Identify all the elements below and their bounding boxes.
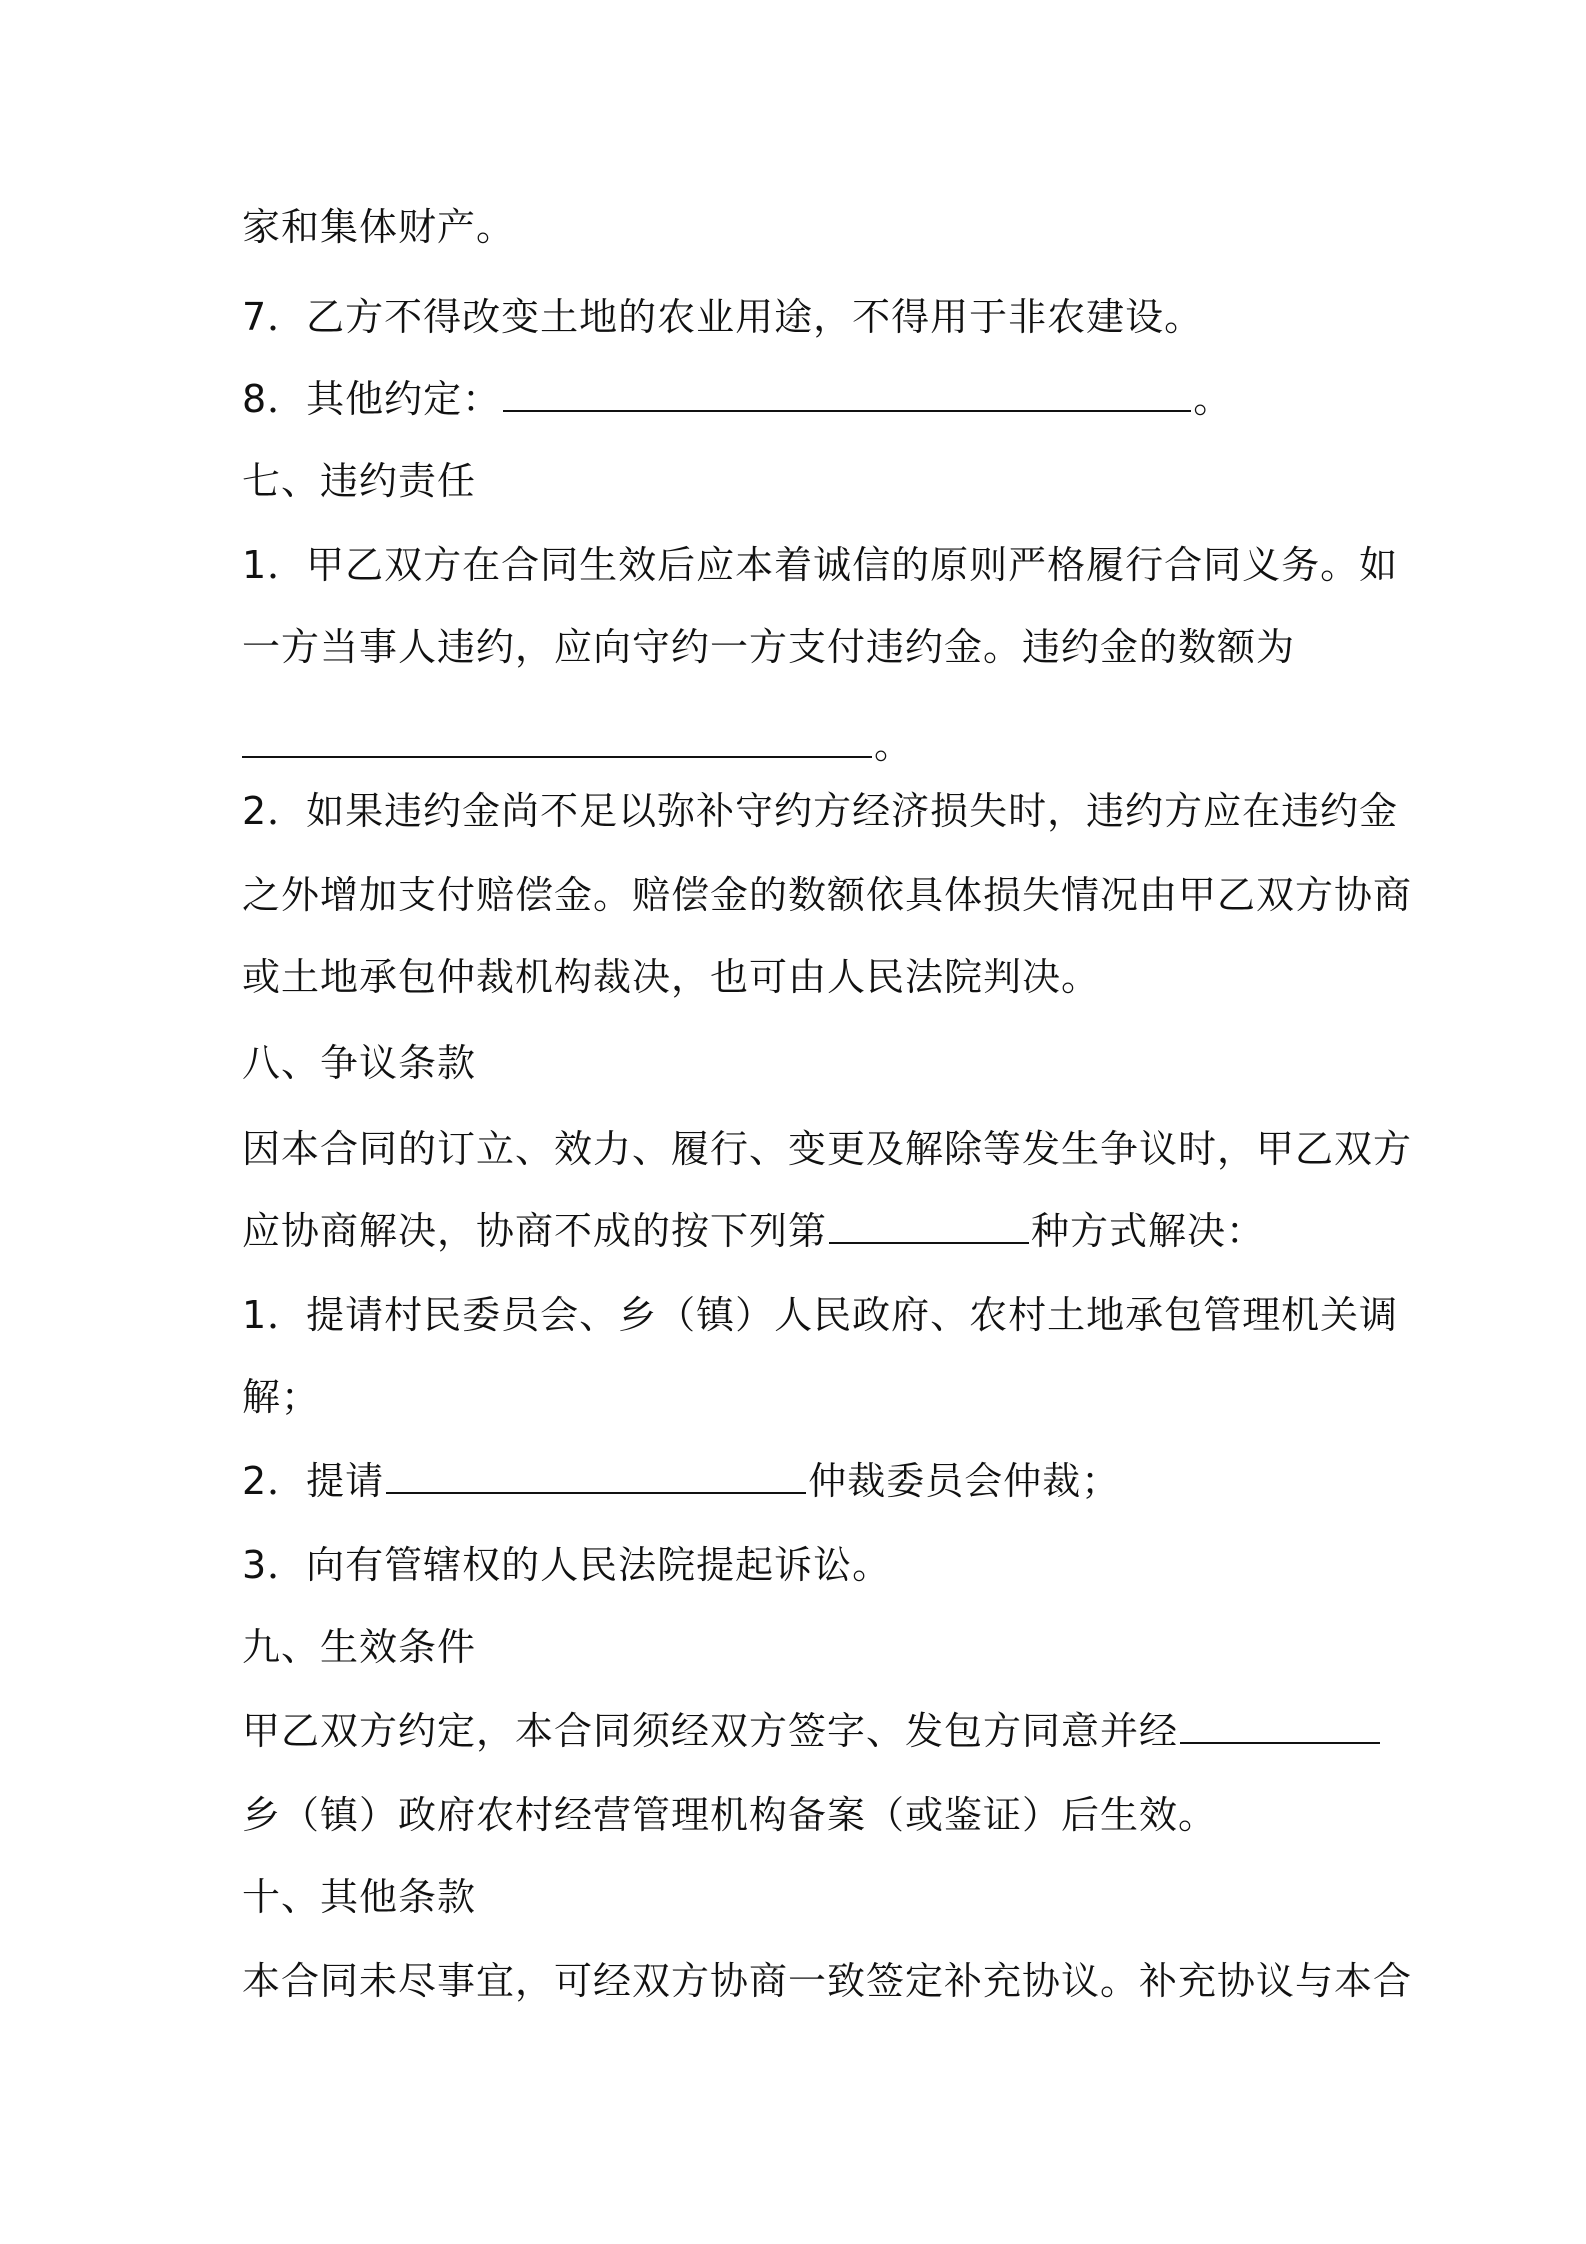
text-line-with-blank xyxy=(242,720,1362,770)
text-line xyxy=(242,622,1362,672)
heading-text: 九、生效条件 xyxy=(242,1625,477,1669)
fill-in-blank xyxy=(503,376,1191,412)
fill-in-blank xyxy=(386,1458,806,1494)
text-line xyxy=(242,540,1399,590)
line-text: 因本合同的订立、效力、履行、变更及解除等发生争议时，甲乙双方 xyxy=(242,1127,1413,1171)
text-line xyxy=(242,1540,1362,1590)
line-text: 仲裁委员会仲裁； xyxy=(808,1459,1121,1503)
text-line-with-blank xyxy=(242,374,1362,424)
text-line xyxy=(242,1290,1399,1340)
text-line-with-blank xyxy=(242,1206,1362,1256)
text-line xyxy=(242,1956,1413,2006)
text-line xyxy=(242,1790,1362,1840)
line-text: 3．向有管辖权的人民法院提起诉讼。 xyxy=(242,1543,892,1587)
line-text: 甲乙双方约定，本合同须经双方签字、发包方同意并经 xyxy=(242,1709,1179,1753)
line-text: 解； xyxy=(242,1375,321,1419)
line-text: 之外增加支付赔偿金。赔偿金的数额依具体损失情况由甲乙双方协商 xyxy=(242,873,1413,917)
line-text: 应协商解决，协商不成的按下列第 xyxy=(242,1209,828,1253)
line-text: 7．乙方不得改变土地的农业用途，不得用于非农建设。 xyxy=(242,295,1204,339)
text-line xyxy=(242,1372,1362,1422)
fill-in-blank xyxy=(242,722,872,758)
heading-text: 十、其他条款 xyxy=(242,1875,477,1919)
line-text: 乡（镇）政府农村经营管理机构备案（或鉴证）后生效。 xyxy=(242,1793,1218,1837)
section-heading xyxy=(242,1038,1362,1088)
line-text: 种方式解决： xyxy=(1031,1209,1266,1253)
line-text: 1．提请村民委员会、乡（镇）人民政府、农村土地承包管理机关调 xyxy=(242,1293,1399,1337)
text-line-with-blank xyxy=(242,1706,1362,1756)
line-text: 2．提请 xyxy=(242,1459,385,1503)
line-text: 家和集体财产。 xyxy=(242,205,516,249)
fill-in-blank xyxy=(1180,1708,1380,1744)
line-text: 。 xyxy=(1193,377,1233,421)
line-text: 2．如果违约金尚不足以弥补守约方经济损失时，违约方应在违约金 xyxy=(242,789,1399,833)
section-heading xyxy=(242,456,1362,506)
line-text: 1．甲乙双方在合同生效后应本着诚信的原则严格履行合同义务。如 xyxy=(242,543,1399,587)
line-text: 。 xyxy=(874,723,914,767)
line-text: 或土地承包仲裁机构裁决，也可由人民法院判决。 xyxy=(242,955,1101,999)
line-text: 本合同未尽事宜，可经双方协商一致签定补充协议。补充协议与本合 xyxy=(242,1959,1413,2003)
text-line xyxy=(242,1124,1413,1174)
heading-text: 七、违约责任 xyxy=(242,459,477,503)
text-line-with-blank xyxy=(242,1456,1362,1506)
text-line xyxy=(242,952,1362,1002)
section-heading xyxy=(242,1622,1362,1672)
line-text: 一方当事人违约，应向守约一方支付违约金。违约金的数额为 xyxy=(242,625,1296,669)
text-line xyxy=(242,786,1399,836)
text-line xyxy=(242,202,1362,252)
section-heading xyxy=(242,1872,1362,1922)
text-line xyxy=(242,292,1362,342)
fill-in-blank xyxy=(829,1208,1029,1244)
heading-text: 八、争议条款 xyxy=(242,1041,477,1085)
text-line xyxy=(242,870,1413,920)
line-text: 8．其他约定： xyxy=(242,377,502,421)
